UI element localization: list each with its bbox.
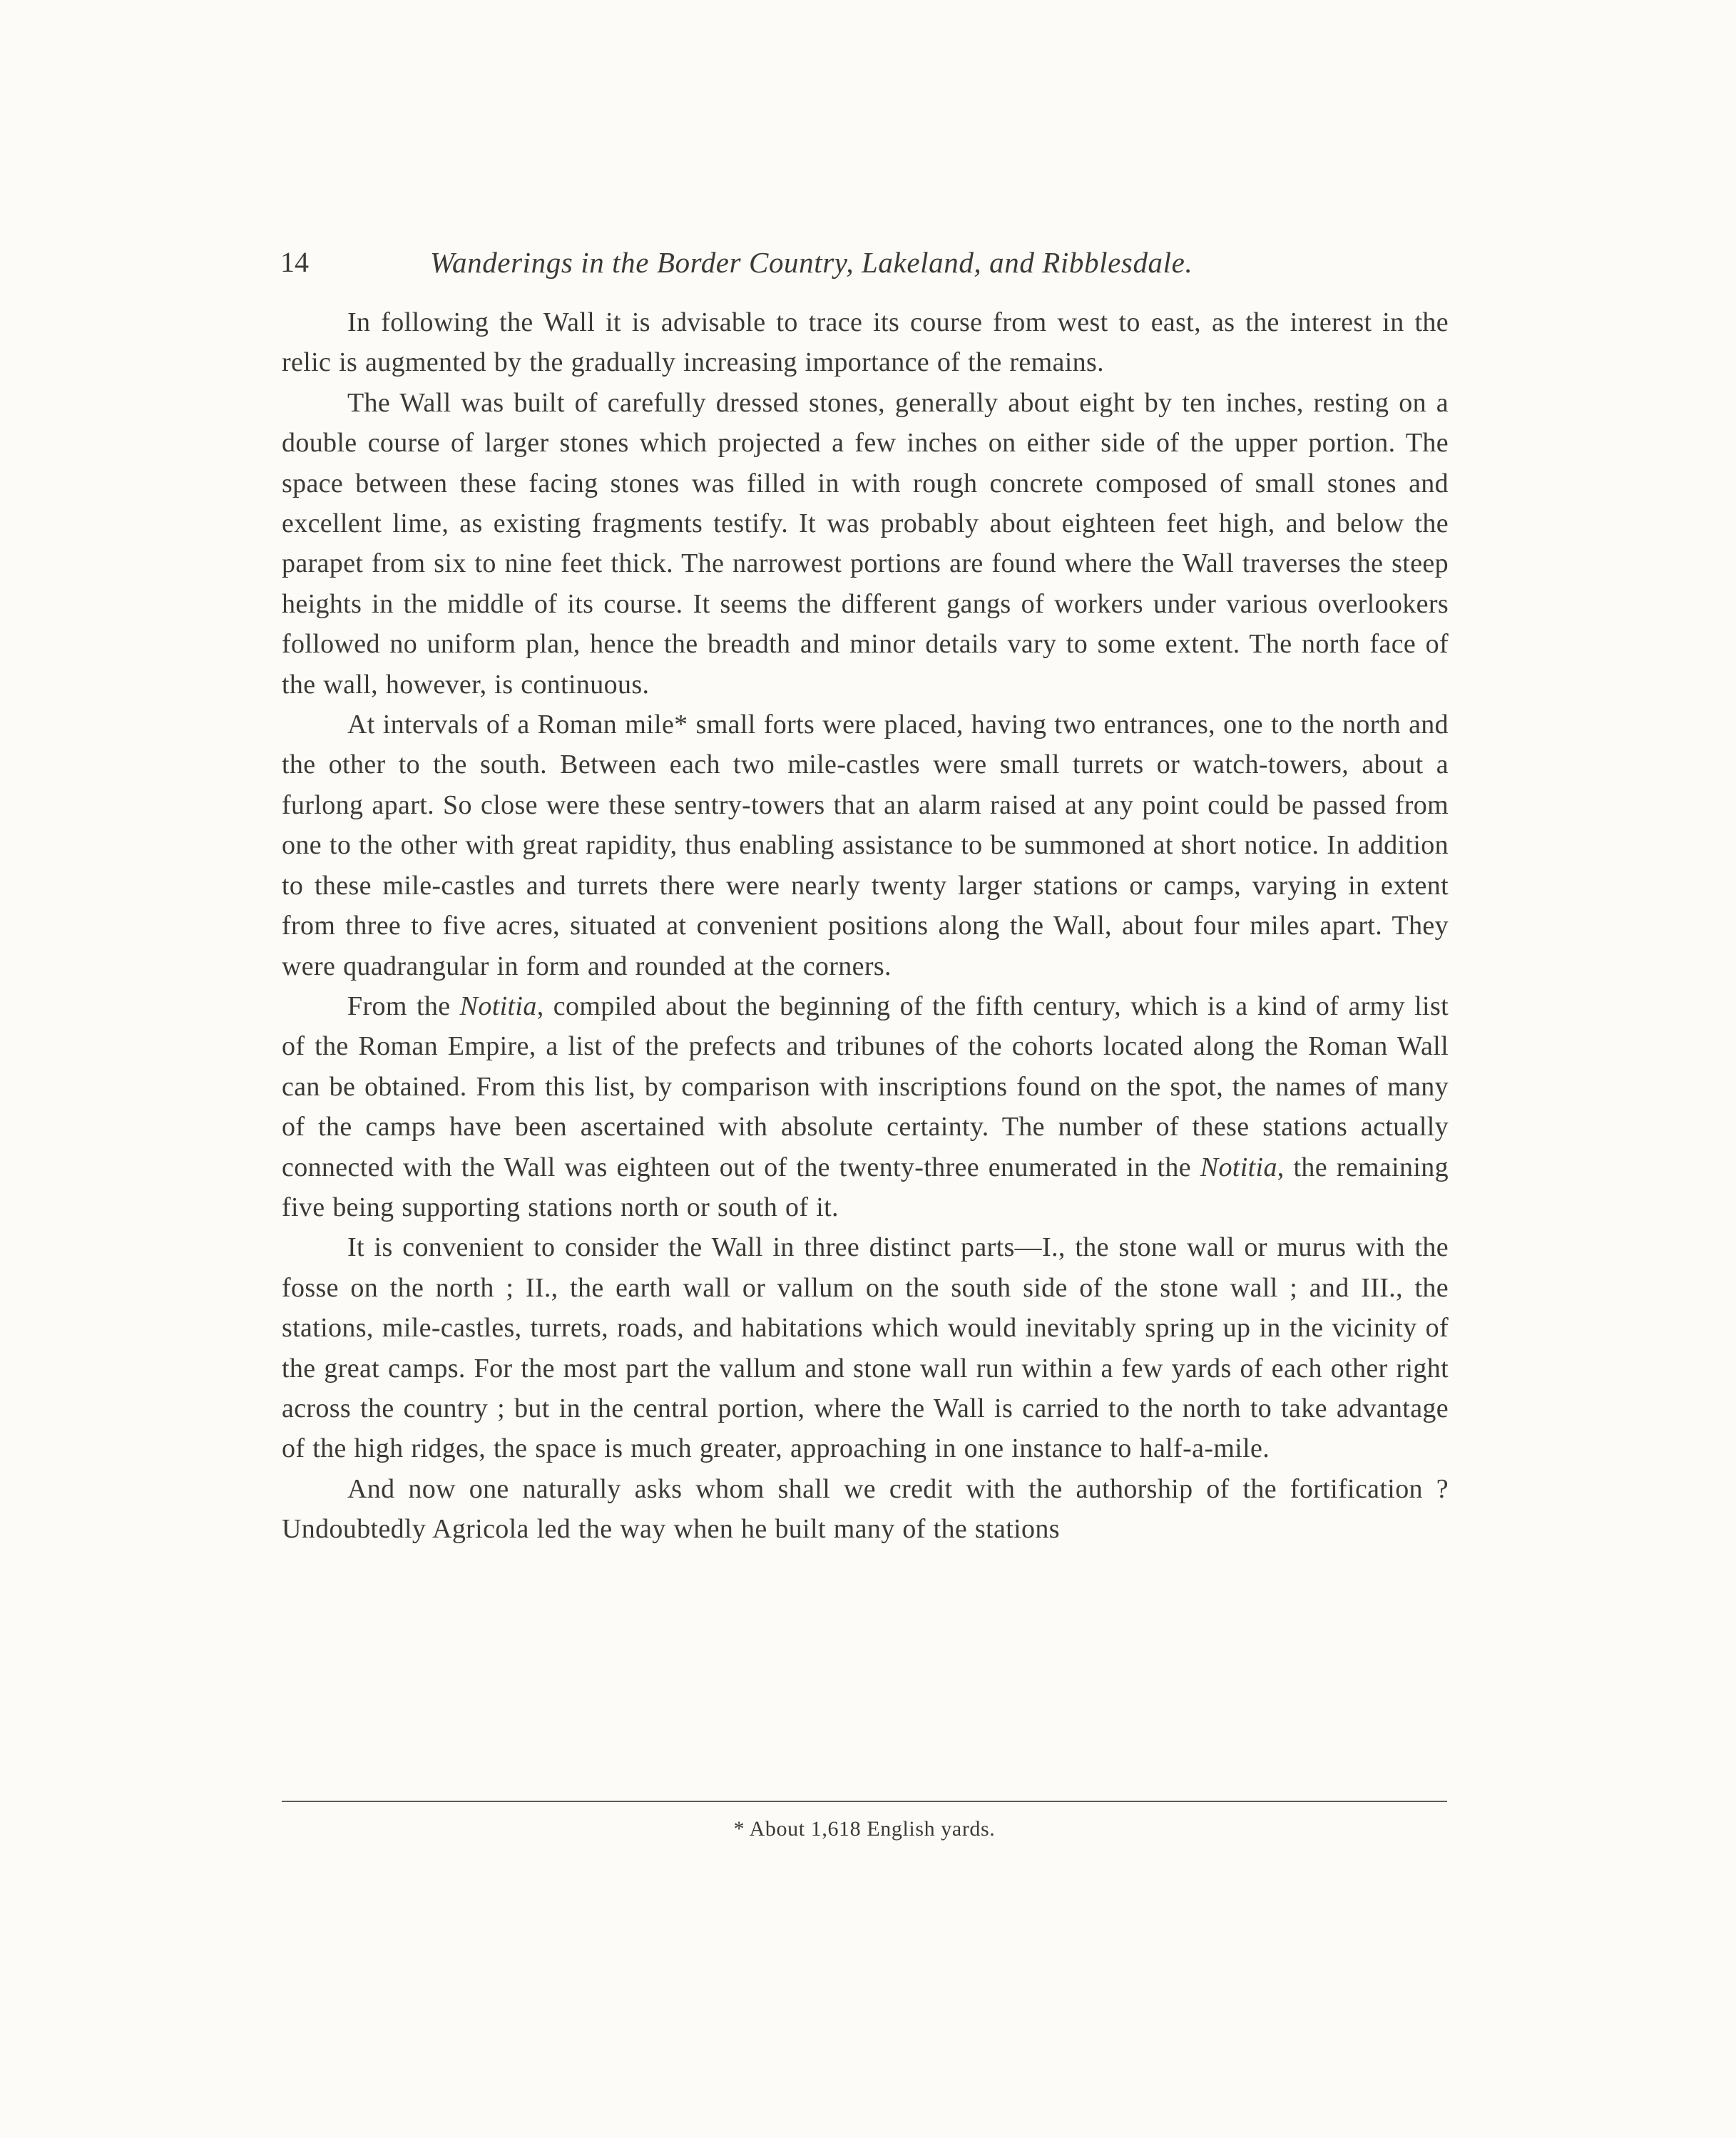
paragraph-text: , compiled about the beginning of the fifth century, which is a kind of army list of the Roman Empire, a list of the prefects and tribunes of the cohorts located along the Roman Wall can be obtained. From this list, by comparison with inscriptions found on the spot, the names of many of the camps have been ascertained with absolute certainty. The number of these stations actually connected with the Wall was eighteen out of the twenty-three enumerated in the	[282, 991, 1449, 1182]
paragraph-text: In following the Wall it is advisable to trace its course from west to east, as the interest in the relic is augmented by the gradually increasing importance of the remains.	[282, 307, 1449, 378]
paragraph-text: From the	[347, 991, 460, 1021]
paragraph-text: And now one naturally asks whom shall we credit with the authorship of the fortification ? Undoubtedly Agricola led the way when he built many of the stations	[282, 1473, 1449, 1545]
paragraph-wall-construction	[282, 383, 1449, 705]
footnote-rule	[282, 1801, 1447, 1802]
paragraph-text: , the remaining five being supporting stations north or south of it.	[282, 1152, 1449, 1222]
page-number: 14	[280, 246, 309, 278]
notitia-title: Notitia	[1200, 1152, 1277, 1182]
paragraph-notitia	[282, 986, 1449, 1227]
paragraph-text: It is convenient to consider the Wall in three distinct parts—I., the stone wall or murus with the fosse on the north ; II., the earth wall or vallum on the south side of the stone wall ; and III., the stations, mile-castles, turrets, roads, and habitations which would inevitably spring up in the vicinity of the great camps. For the most part the vallum and stone wall run within a few yards of each other right across the country ; but in the central portion, where the Wall is carried to the north to take advantage of the high ridges, the space is much greater, approaching in one instance to half-a-mile.	[282, 1232, 1449, 1464]
paragraph-authorship	[282, 1469, 1449, 1550]
paragraph-mile-castles	[282, 705, 1449, 986]
running-title: Wanderings in the Border Country, Lakeland, and Ribblesdale.	[430, 246, 1193, 279]
running-head	[280, 241, 1450, 284]
paragraph-three-parts	[282, 1227, 1449, 1468]
paragraph-following-the-wall	[282, 302, 1449, 383]
paragraph-text: The Wall was built of carefully dressed stones, generally about eight by ten inches, resting on a double course of larger stones which projected a few inches on either side of the upper portion. The space between these facing stones was filled in with rough concrete composed of small stones and excellent lime, as existing fragments testify. It was probably about eighteen feet high, and below the parapet from six to nine feet thick. The narrowest portions are found where the Wall traverses the steep heights in the middle of its course. It seems the different gangs of workers under various overlookers followed no uniform plan, hence the breadth and minor details vary to some extent. The north face of the wall, however, is continuous.	[282, 387, 1449, 700]
paragraph-text: At intervals of a Roman mile* small forts were placed, having two entrances, one to the north and the other to the south. Between each two mile-castles were small turrets or watch-towers, about a furlong apart. So close were these sentry-towers that an alarm raised at any point could be passed from one to the other with great rapidity, thus enabling assistance to be summoned at short notice. In addition to these mile-castles and turrets there were nearly twenty larger stations or camps, varying in extent from three to five acres, situated at convenient positions along the Wall, about four miles apart. They were quadrangular in form and rounded at the corners.	[282, 710, 1449, 981]
body-text	[282, 302, 1449, 1550]
footnote: * About 1,618 English yards.	[733, 1817, 996, 1841]
notitia-title: Notitia	[459, 991, 537, 1021]
